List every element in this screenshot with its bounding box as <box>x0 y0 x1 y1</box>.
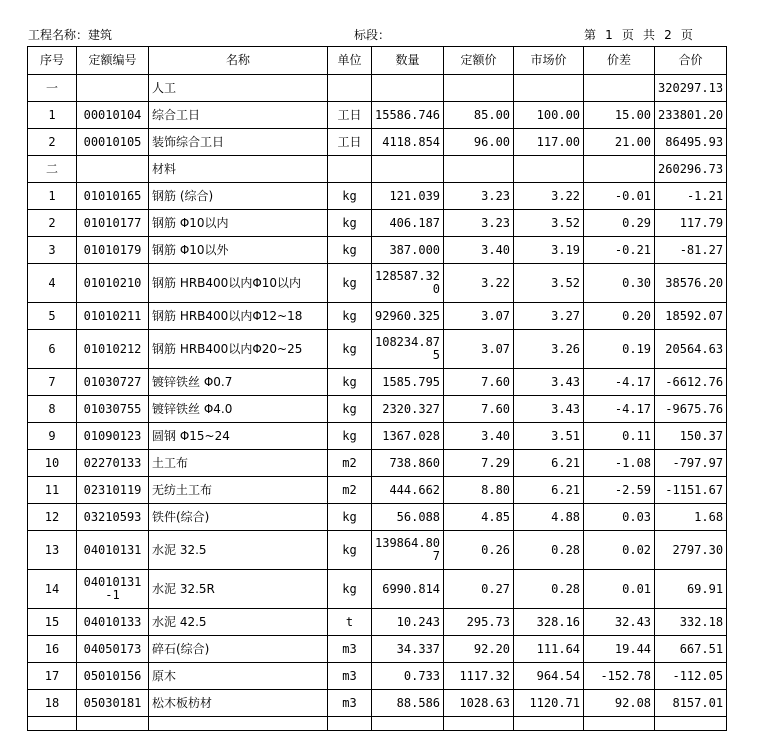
cell-unit: m3 <box>328 690 372 717</box>
cell-quantity <box>372 717 444 731</box>
cell-price-diff: 0.29 <box>584 210 655 237</box>
cell-index: 2 <box>28 129 77 156</box>
table-row <box>28 129 727 156</box>
cell-market-price: 3.27 <box>514 303 584 330</box>
cell-unit: kg <box>328 504 372 531</box>
cell-total <box>655 717 727 731</box>
cell-code: 01010177 <box>77 210 149 237</box>
cell-unit: kg <box>328 570 372 609</box>
cell-name: 镀锌铁丝 Φ0.7 <box>149 369 328 396</box>
table-row <box>28 237 727 264</box>
table-row <box>28 423 727 450</box>
cell-price-diff <box>584 75 655 102</box>
table-row <box>28 504 727 531</box>
cell-quota-price: 3.40 <box>444 237 514 264</box>
cell-name: 水泥 32.5R <box>149 570 328 609</box>
cell-price-diff: 32.43 <box>584 609 655 636</box>
cell-name: 原木 <box>149 663 328 690</box>
cell-total: 2797.30 <box>655 531 727 570</box>
cell-total: 69.91 <box>655 570 727 609</box>
cell-total: -112.05 <box>655 663 727 690</box>
cell-price-diff: -4.17 <box>584 396 655 423</box>
cell-index: 18 <box>28 690 77 717</box>
cell-market-price: 1120.71 <box>514 690 584 717</box>
cell-code: 01010165 <box>77 183 149 210</box>
table-row <box>28 609 727 636</box>
cell-index: 11 <box>28 477 77 504</box>
cell-quantity: 92960.325 <box>372 303 444 330</box>
cell-code: 01010212 <box>77 330 149 369</box>
cell-index: 8 <box>28 396 77 423</box>
cell-quota-price: 0.26 <box>444 531 514 570</box>
cell-quantity: 387.000 <box>372 237 444 264</box>
table-row <box>28 717 727 731</box>
cell-price-diff <box>584 717 655 731</box>
table-row <box>28 690 727 717</box>
cell-quota-price: 3.40 <box>444 423 514 450</box>
cell-market-price: 3.22 <box>514 183 584 210</box>
table-row <box>28 477 727 504</box>
cell-total: 150.37 <box>655 423 727 450</box>
cell-unit: m3 <box>328 636 372 663</box>
cell-unit <box>328 75 372 102</box>
cell-code: 00010104 <box>77 102 149 129</box>
cell-market-price: 3.51 <box>514 423 584 450</box>
cell-market-price: 100.00 <box>514 102 584 129</box>
cell-quota-price <box>444 75 514 102</box>
cell-unit: kg <box>328 369 372 396</box>
cell-total: 260296.73 <box>655 156 727 183</box>
cell-quantity: 2320.327 <box>372 396 444 423</box>
cell-index: 3 <box>28 237 77 264</box>
cell-total: 1.68 <box>655 504 727 531</box>
cell-quantity: 4118.854 <box>372 129 444 156</box>
cell-unit <box>328 156 372 183</box>
cell-unit: kg <box>328 264 372 303</box>
cell-index: 4 <box>28 264 77 303</box>
cell-quantity: 1585.795 <box>372 369 444 396</box>
cell-price-diff: 0.30 <box>584 264 655 303</box>
cell-price-diff: -1.08 <box>584 450 655 477</box>
cell-market-price: 117.00 <box>514 129 584 156</box>
table-row <box>28 183 727 210</box>
cell-market-price: 111.64 <box>514 636 584 663</box>
cell-price-diff: 0.11 <box>584 423 655 450</box>
cell-total: 20564.63 <box>655 330 727 369</box>
cell-name: 人工 <box>149 75 328 102</box>
table-row <box>28 636 727 663</box>
cell-name: 土工布 <box>149 450 328 477</box>
cell-total: 117.79 <box>655 210 727 237</box>
cell-quota-price: 8.80 <box>444 477 514 504</box>
cell-total: -1.21 <box>655 183 727 210</box>
price-difference-table <box>27 46 727 731</box>
cell-quantity: 406.187 <box>372 210 444 237</box>
cell-quota-price: 3.23 <box>444 183 514 210</box>
cell-code: 01030755 <box>77 396 149 423</box>
cell-price-diff: 19.44 <box>584 636 655 663</box>
table-row <box>28 102 727 129</box>
cell-quota-price: 1117.32 <box>444 663 514 690</box>
cell-quota-price: 85.00 <box>444 102 514 129</box>
cell-quantity: 6990.814 <box>372 570 444 609</box>
cell-quota-price: 3.23 <box>444 210 514 237</box>
cell-code: 01010210 <box>77 264 149 303</box>
cell-total: 18592.07 <box>655 303 727 330</box>
cell-market-price: 3.26 <box>514 330 584 369</box>
cell-quantity: 738.860 <box>372 450 444 477</box>
cell-index <box>28 717 77 731</box>
cell-price-diff: 0.02 <box>584 531 655 570</box>
cell-market-price: 4.88 <box>514 504 584 531</box>
cell-name: 碎石(综合) <box>149 636 328 663</box>
cell-market-price: 3.43 <box>514 369 584 396</box>
cell-name: 钢筋 HRB400以内Φ10以内 <box>149 264 328 303</box>
col-header-quota-price: 定额价 <box>444 47 514 75</box>
cell-quantity: 88.586 <box>372 690 444 717</box>
cell-market-price: 3.52 <box>514 264 584 303</box>
cell-quantity <box>372 156 444 183</box>
cell-name: 装饰综合工日 <box>149 129 328 156</box>
table-row <box>28 303 727 330</box>
col-header-code: 定额编号 <box>77 47 149 75</box>
cell-unit <box>328 717 372 731</box>
cell-total: 667.51 <box>655 636 727 663</box>
cell-total: 8157.01 <box>655 690 727 717</box>
cell-market-price: 6.21 <box>514 450 584 477</box>
cell-name: 镀锌铁丝 Φ4.0 <box>149 396 328 423</box>
table-row <box>28 330 727 369</box>
col-header-index: 序号 <box>28 47 77 75</box>
cell-index: 7 <box>28 369 77 396</box>
cell-total: 320297.13 <box>655 75 727 102</box>
cell-total: -9675.76 <box>655 396 727 423</box>
cell-quota-price: 3.07 <box>444 303 514 330</box>
cell-unit: m2 <box>328 477 372 504</box>
cell-price-diff: 0.20 <box>584 303 655 330</box>
cell-market-price: 0.28 <box>514 570 584 609</box>
cell-price-diff: -0.01 <box>584 183 655 210</box>
cell-market-price <box>514 717 584 731</box>
col-header-market-price: 市场价 <box>514 47 584 75</box>
cell-unit: kg <box>328 183 372 210</box>
cell-name: 铁件(综合) <box>149 504 328 531</box>
cell-code: 00010105 <box>77 129 149 156</box>
cell-total: 38576.20 <box>655 264 727 303</box>
cell-name: 钢筋 Φ10以外 <box>149 237 328 264</box>
cell-quantity: 1367.028 <box>372 423 444 450</box>
cell-quantity: 108234.875 <box>372 330 444 369</box>
cell-unit: m2 <box>328 450 372 477</box>
cell-unit: kg <box>328 531 372 570</box>
cell-index: 2 <box>28 210 77 237</box>
cell-market-price: 328.16 <box>514 609 584 636</box>
cell-quantity: 139864.807 <box>372 531 444 570</box>
cell-name: 钢筋 (综合) <box>149 183 328 210</box>
cell-index: 17 <box>28 663 77 690</box>
cell-code: 01030727 <box>77 369 149 396</box>
section-row <box>28 75 727 102</box>
cell-name: 水泥 42.5 <box>149 609 328 636</box>
cell-code: 01010211 <box>77 303 149 330</box>
cell-unit: kg <box>328 210 372 237</box>
cell-price-diff: 21.00 <box>584 129 655 156</box>
cell-quota-price: 3.07 <box>444 330 514 369</box>
col-header-total: 合价 <box>655 47 727 75</box>
cell-quantity: 34.337 <box>372 636 444 663</box>
cell-index: 12 <box>28 504 77 531</box>
cell-index: 15 <box>28 609 77 636</box>
cell-code <box>77 75 149 102</box>
cell-quantity: 121.039 <box>372 183 444 210</box>
cell-index: 16 <box>28 636 77 663</box>
cell-name: 钢筋 HRB400以内Φ12~18 <box>149 303 328 330</box>
table-row <box>28 531 727 570</box>
cell-total: -797.97 <box>655 450 727 477</box>
col-header-unit: 单位 <box>328 47 372 75</box>
cell-quota-price: 7.60 <box>444 396 514 423</box>
cell-name: 水泥 32.5 <box>149 531 328 570</box>
cell-market-price <box>514 75 584 102</box>
cell-code: 05030181 <box>77 690 149 717</box>
cell-market-price: 3.52 <box>514 210 584 237</box>
cell-name: 钢筋 Φ10以内 <box>149 210 328 237</box>
table-row <box>28 210 727 237</box>
section-row <box>28 156 727 183</box>
cell-quota-price: 0.27 <box>444 570 514 609</box>
col-header-price-diff: 价差 <box>584 47 655 75</box>
cell-index: 一 <box>28 75 77 102</box>
cell-unit: t <box>328 609 372 636</box>
cell-name: 材料 <box>149 156 328 183</box>
cell-price-diff: 15.00 <box>584 102 655 129</box>
cell-price-diff <box>584 156 655 183</box>
page-indicator: 第 1 页 共 2 页 <box>584 28 694 42</box>
table-row <box>28 663 727 690</box>
cell-name: 圆钢 Φ15~24 <box>149 423 328 450</box>
cell-index: 二 <box>28 156 77 183</box>
cell-quantity: 56.088 <box>372 504 444 531</box>
cell-total: 332.18 <box>655 609 727 636</box>
table-row <box>28 570 727 609</box>
cell-total: -6612.76 <box>655 369 727 396</box>
col-header-name: 名称 <box>149 47 328 75</box>
cell-market-price: 3.43 <box>514 396 584 423</box>
col-header-quantity: 数量 <box>372 47 444 75</box>
cell-market-price: 964.54 <box>514 663 584 690</box>
cell-quota-price: 295.73 <box>444 609 514 636</box>
cell-quota-price: 92.20 <box>444 636 514 663</box>
cell-total: 233801.20 <box>655 102 727 129</box>
cell-quota-price <box>444 156 514 183</box>
cell-price-diff: 0.03 <box>584 504 655 531</box>
cell-quantity: 128587.320 <box>372 264 444 303</box>
cell-name <box>149 717 328 731</box>
cell-quantity <box>372 75 444 102</box>
cell-quantity: 0.733 <box>372 663 444 690</box>
cell-index: 5 <box>28 303 77 330</box>
cell-code: 01010179 <box>77 237 149 264</box>
cell-code: 04050173 <box>77 636 149 663</box>
cell-market-price: 0.28 <box>514 531 584 570</box>
cell-price-diff: 92.08 <box>584 690 655 717</box>
cell-index: 9 <box>28 423 77 450</box>
cell-quota-price: 7.60 <box>444 369 514 396</box>
cell-unit: 工日 <box>328 129 372 156</box>
cell-index: 6 <box>28 330 77 369</box>
cell-code: 04010131 <box>77 531 149 570</box>
cell-name: 松木板枋材 <box>149 690 328 717</box>
cell-code <box>77 156 149 183</box>
cell-price-diff: 0.19 <box>584 330 655 369</box>
cell-market-price <box>514 156 584 183</box>
cell-quota-price: 7.29 <box>444 450 514 477</box>
cell-total: 86495.93 <box>655 129 727 156</box>
cell-price-diff: -0.21 <box>584 237 655 264</box>
project-name: 工程名称：建筑 <box>28 28 113 42</box>
cell-unit: m3 <box>328 663 372 690</box>
cell-name: 钢筋 HRB400以内Φ20~25 <box>149 330 328 369</box>
cell-market-price: 3.19 <box>514 237 584 264</box>
cell-quota-price: 4.85 <box>444 504 514 531</box>
cell-index: 13 <box>28 531 77 570</box>
cell-code: 02270133 <box>77 450 149 477</box>
cell-code: 03210593 <box>77 504 149 531</box>
cell-code: 05010156 <box>77 663 149 690</box>
cell-code: 01090123 <box>77 423 149 450</box>
cell-quantity: 10.243 <box>372 609 444 636</box>
cell-code: 04010131-1 <box>77 570 149 609</box>
cell-code: 02310119 <box>77 477 149 504</box>
cell-price-diff: -152.78 <box>584 663 655 690</box>
cell-total: -81.27 <box>655 237 727 264</box>
cell-price-diff: -4.17 <box>584 369 655 396</box>
cell-quota-price <box>444 717 514 731</box>
cell-index: 1 <box>28 102 77 129</box>
cell-unit: 工日 <box>328 102 372 129</box>
cell-unit: kg <box>328 423 372 450</box>
table-header-row <box>28 47 727 75</box>
cell-unit: kg <box>328 396 372 423</box>
cell-quantity: 444.662 <box>372 477 444 504</box>
cell-index: 1 <box>28 183 77 210</box>
cell-name: 无纺土工布 <box>149 477 328 504</box>
cell-code <box>77 717 149 731</box>
table-row <box>28 369 727 396</box>
cell-price-diff: 0.01 <box>584 570 655 609</box>
cell-code: 04010133 <box>77 609 149 636</box>
cell-quota-price: 96.00 <box>444 129 514 156</box>
table-row <box>28 264 727 303</box>
cell-unit: kg <box>328 237 372 264</box>
section-label: 标段： <box>354 28 391 42</box>
cell-name: 综合工日 <box>149 102 328 129</box>
cell-unit: kg <box>328 330 372 369</box>
cell-index: 14 <box>28 570 77 609</box>
table-row <box>28 396 727 423</box>
cell-total: -1151.67 <box>655 477 727 504</box>
table-row <box>28 450 727 477</box>
cell-price-diff: -2.59 <box>584 477 655 504</box>
cell-index: 10 <box>28 450 77 477</box>
cell-quota-price: 3.22 <box>444 264 514 303</box>
cell-quantity: 15586.746 <box>372 102 444 129</box>
cell-unit: kg <box>328 303 372 330</box>
cell-quota-price: 1028.63 <box>444 690 514 717</box>
cell-market-price: 6.21 <box>514 477 584 504</box>
